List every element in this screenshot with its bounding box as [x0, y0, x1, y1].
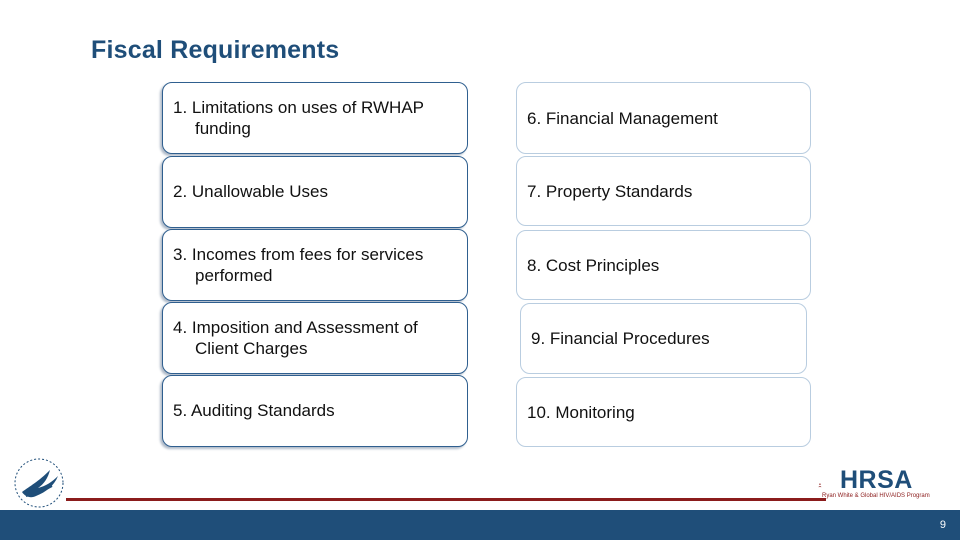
requirement-label: 1. Limitations on uses of RWHAP funding [173, 98, 424, 138]
requirement-label: 2. Unallowable Uses [173, 182, 328, 201]
requirement-label: 5. Auditing Standards [173, 401, 335, 420]
requirement-box-3 [162, 229, 468, 301]
requirement-label: 9. Financial Procedures [531, 329, 710, 348]
footer-bar [0, 510, 960, 540]
requirement-box-1 [162, 82, 468, 154]
requirement-label: 8. Cost Principles [527, 255, 660, 275]
hhs-eagle-logo [8, 456, 70, 510]
requirement-box-7 [516, 156, 811, 226]
requirement-box-4 [162, 302, 468, 374]
requirement-box-10 [516, 377, 811, 447]
footer-divider [66, 498, 826, 501]
requirement-label: 4. Imposition and Assessment of Client Charges [173, 318, 418, 358]
requirement-label: 7. Property Standards [527, 181, 693, 201]
requirement-label: 10. Monitoring [527, 402, 635, 422]
requirement-box-8 [516, 230, 811, 300]
requirement-label: 6. Financial Management [527, 108, 718, 128]
requirement-box-6 [516, 82, 811, 154]
hrsa-tagline: Ryan White & Global HIV/AIDS Program [822, 493, 930, 499]
requirement-box-9 [520, 303, 807, 374]
slide-title: Fiscal Requirements [91, 36, 340, 64]
requirement-box-2 [162, 156, 468, 228]
requirement-box-5 [162, 375, 468, 447]
requirement-label: 3. Incomes from fees for services performed [173, 245, 424, 285]
hrsa-wordmark: HRSA [840, 466, 913, 494]
page-number: 9 [939, 519, 946, 531]
